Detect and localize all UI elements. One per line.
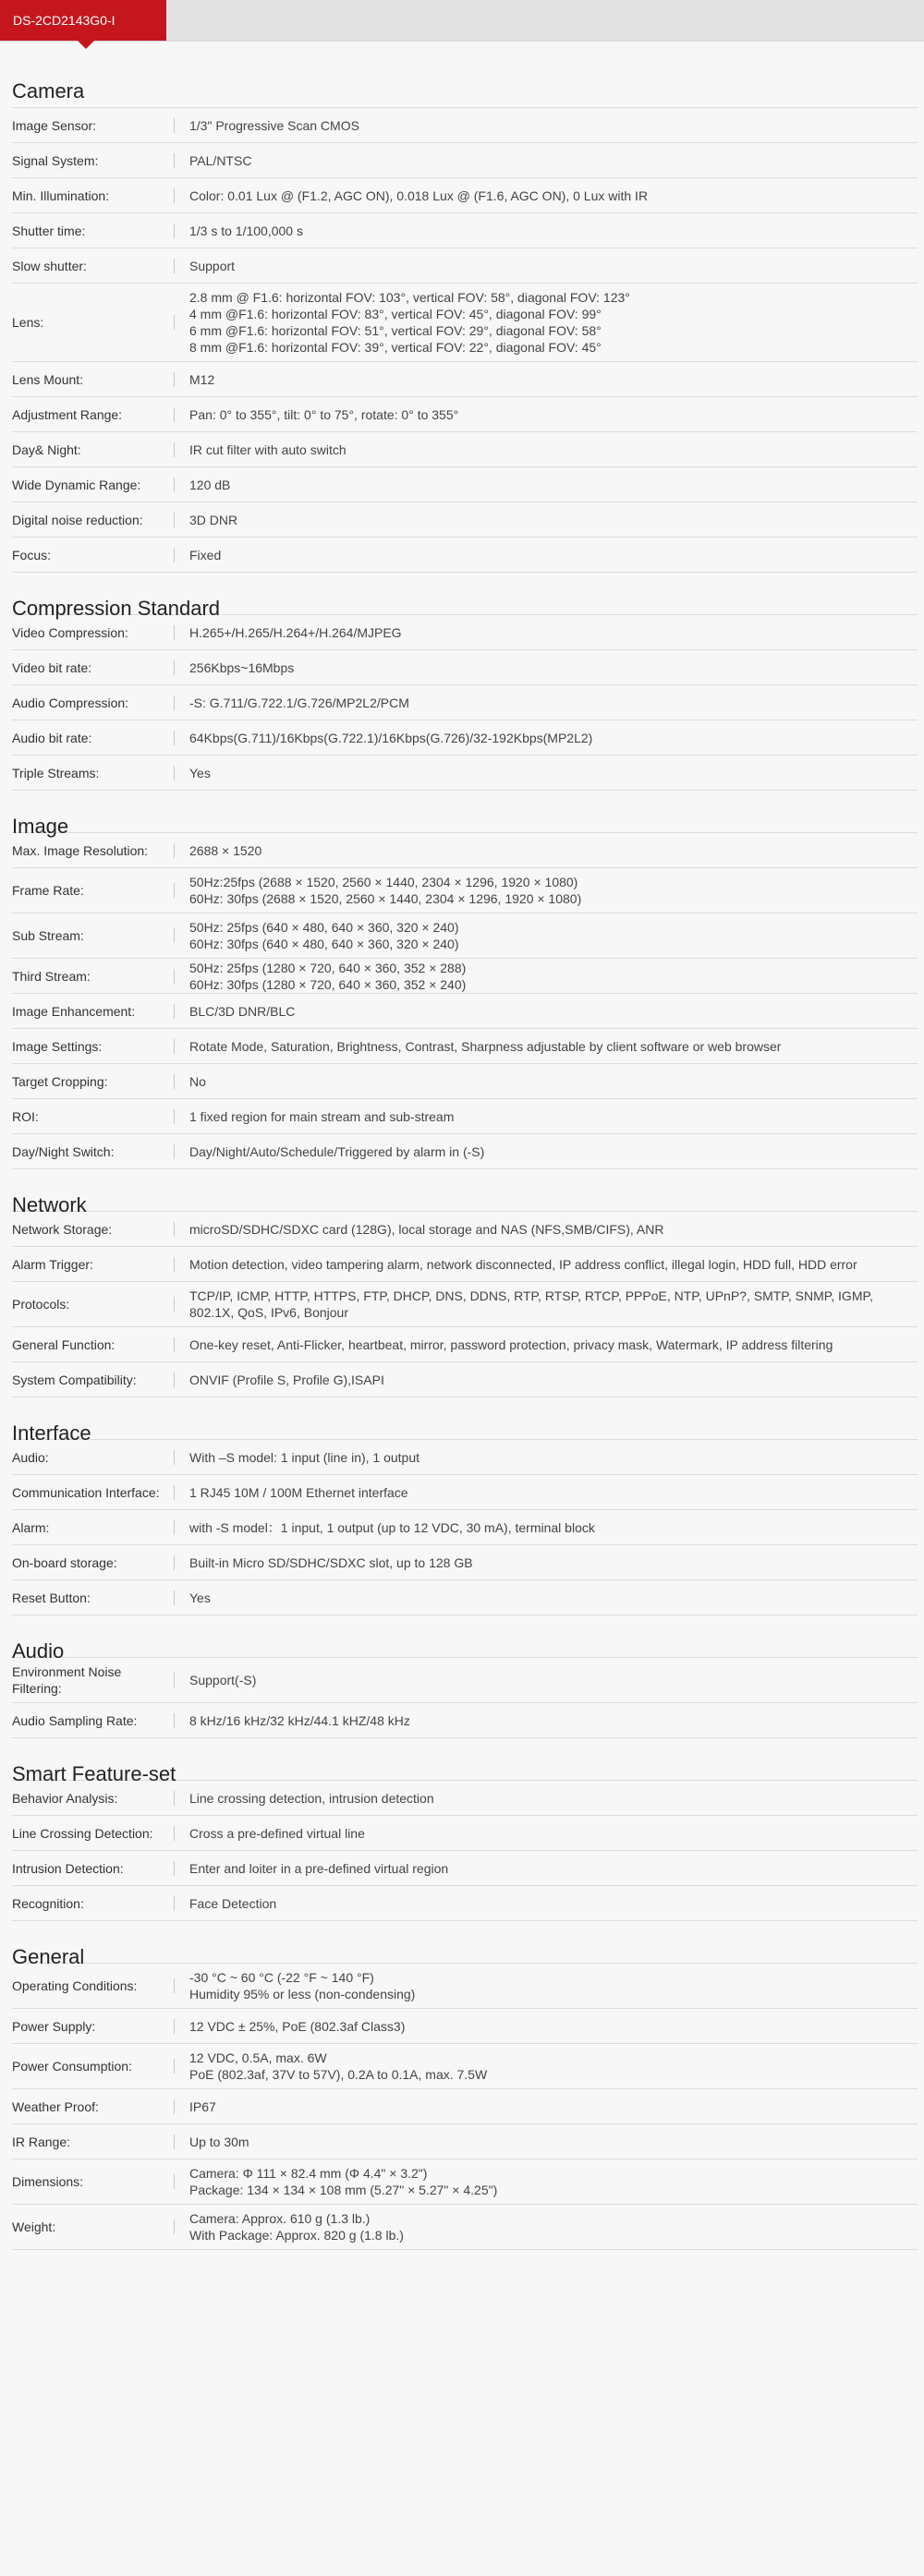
- spec-value: [189, 759, 918, 787]
- spec-value-line: M12: [189, 371, 215, 387]
- spec-label: Recognition:: [12, 1895, 84, 1911]
- spec-label: Power Consumption:: [12, 2059, 132, 2074]
- column-divider: [174, 118, 175, 133]
- spec-value: [189, 960, 918, 993]
- spec-label: Sub Stream:: [12, 928, 84, 943]
- spec-row: [12, 178, 918, 213]
- spec-label: On-board storage:: [12, 1554, 117, 1570]
- spec-section: [12, 1738, 918, 1921]
- spec-value: [189, 182, 918, 210]
- column-divider: [174, 224, 175, 238]
- spec-value-line: Package: 134 × 134 × 108 mm (5.27" × 5.27" × 4.25"): [189, 2183, 498, 2197]
- spec-value-line: PoE (802.3af, 37V to 57V), 0.2A to 0.1A, max. 7.5W: [189, 2067, 488, 2082]
- spec-row: [12, 467, 918, 502]
- model-tab-bar: [0, 0, 924, 42]
- column-divider: [174, 1590, 175, 1605]
- spec-row: [12, 432, 918, 467]
- spec-value-line: BLC/3D DNR/BLC: [189, 1003, 296, 1019]
- spec-label: Slow shutter:: [12, 258, 87, 273]
- spec-row: [12, 650, 918, 685]
- spec-row: [12, 397, 918, 432]
- spec-value: [189, 1138, 918, 1166]
- spec-label: System Compatibility:: [12, 1372, 137, 1387]
- column-divider: [174, 731, 175, 745]
- column-divider: [174, 1520, 175, 1535]
- column-divider: [174, 1450, 175, 1465]
- spec-value-line: Yes: [189, 1590, 211, 1605]
- spec-value: [189, 506, 918, 534]
- spec-row: [12, 1282, 918, 1327]
- spec-value: [189, 1033, 918, 1060]
- spec-value: [189, 471, 918, 499]
- spec-row: [12, 1099, 918, 1134]
- spec-label: Protocols:: [12, 1297, 70, 1312]
- spec-value-line: Support: [189, 258, 236, 273]
- spec-value: [189, 2093, 918, 2121]
- spec-value-line: 60Hz: 30fps (1280 × 720, 640 × 360, 352 × 240): [189, 976, 467, 992]
- spec-row: [12, 248, 918, 284]
- spec-label: Triple Streams:: [12, 765, 100, 780]
- spec-value-line: With –S model: 1 input (line in), 1 output: [189, 1449, 420, 1465]
- column-divider: [174, 928, 175, 943]
- spec-value: [189, 1666, 918, 1694]
- column-divider: [174, 315, 175, 330]
- column-divider: [174, 188, 175, 203]
- spec-row: [12, 1475, 918, 1510]
- column-divider: [174, 2059, 175, 2074]
- spec-value-line: Face Detection: [189, 1895, 277, 1911]
- spec-value-line: With Package: Approx. 820 g (1.8 lb.): [189, 2228, 404, 2243]
- spec-label: Audio Sampling Rate:: [12, 1712, 138, 1728]
- column-divider: [174, 1673, 175, 1687]
- spec-label: Lens Mount:: [12, 371, 84, 387]
- spec-label: ROI:: [12, 1108, 39, 1124]
- column-divider: [174, 2174, 175, 2189]
- spec-value-line: 50Hz: 25fps (1280 × 720, 640 × 360, 352 × 288): [189, 960, 467, 975]
- column-divider: [174, 407, 175, 422]
- spec-value-line: Up to 30m: [189, 2134, 249, 2149]
- spec-section: [12, 1397, 918, 1615]
- column-divider: [174, 660, 175, 675]
- spec-section: [12, 573, 918, 791]
- spec-row: [12, 1064, 918, 1099]
- spec-label: Alarm Trigger:: [12, 1256, 93, 1272]
- spec-value: [189, 366, 918, 393]
- spec-value-line: 64Kbps(G.711)/16Kbps(G.722.1)/16Kbps(G.726)/32-192Kbps(MP2L2): [189, 730, 593, 745]
- column-divider: [174, 372, 175, 387]
- column-divider: [174, 766, 175, 780]
- spec-label: Network Storage:: [12, 1221, 113, 1237]
- spec-label: Behavior Analysis:: [12, 1790, 118, 1806]
- spec-row: [12, 1964, 918, 2009]
- spec-value-line: H.265+/H.265/H.264+/H.264/MJPEG: [189, 624, 402, 640]
- spec-value: [189, 837, 918, 865]
- spec-value-line: Fixed: [189, 547, 222, 562]
- section-title: Audio: [12, 1615, 918, 1658]
- spec-label: Power Supply:: [12, 2018, 96, 2034]
- spec-value-line: 50Hz: 25fps (640 × 480, 640 × 360, 320 × 240): [189, 920, 459, 935]
- spec-value-line: 50Hz:25fps (2688 × 1520, 2560 × 1440, 2304 × 1296, 1920 × 1080): [189, 875, 578, 889]
- spec-value: [189, 1479, 918, 1506]
- section-title: Image: [12, 791, 918, 833]
- spec-label: Focus:: [12, 547, 52, 562]
- column-divider: [174, 548, 175, 562]
- spec-label: Video bit rate:: [12, 659, 92, 675]
- spec-value-line: No: [189, 1073, 206, 1089]
- spec-value: [189, 252, 918, 280]
- column-divider: [174, 2135, 175, 2149]
- spec-section: [12, 791, 918, 1169]
- tab-pointer-icon: [78, 41, 94, 49]
- spec-value: [189, 112, 918, 139]
- spec-value-line: 1 fixed region for main stream and sub-stream: [189, 1108, 455, 1124]
- spec-row: [12, 362, 918, 397]
- spec-value: [189, 1282, 918, 1326]
- spec-value: [189, 1215, 918, 1243]
- spec-value-line: Line crossing detection, intrusion detection: [189, 1790, 434, 1806]
- spec-value: [189, 217, 918, 245]
- spec-value-line: 8 mm @F1.6: horizontal FOV: 39°, vertical FOV: 22°, diagonal FOV: 45°: [189, 340, 602, 355]
- spec-value: [189, 1444, 918, 1471]
- spec-value-line: Support(-S): [189, 1673, 257, 1687]
- spec-label: Intrusion Detection:: [12, 1860, 124, 1876]
- spec-section: [12, 1615, 918, 1738]
- spec-value: [189, 2128, 918, 2156]
- column-divider: [174, 969, 175, 984]
- spec-value-line: IP67: [189, 2098, 216, 2114]
- column-divider: [174, 2019, 175, 2034]
- section-title: Smart Feature-set: [12, 1738, 918, 1781]
- spec-value: [189, 998, 918, 1025]
- spec-label: Wide Dynamic Range:: [12, 477, 141, 492]
- spec-value: [189, 541, 918, 569]
- spec-value: [189, 724, 918, 752]
- spec-value-line: 1/3" Progressive Scan CMOS: [189, 117, 359, 133]
- column-divider: [174, 883, 175, 898]
- spec-value: [189, 1890, 918, 1917]
- spec-value: [189, 1549, 918, 1577]
- column-divider: [174, 1826, 175, 1841]
- spec-value: [189, 2013, 918, 2040]
- spec-value: [189, 1707, 918, 1735]
- column-divider: [174, 2099, 175, 2114]
- spec-content: [0, 42, 924, 2250]
- spec-value: [189, 1820, 918, 1847]
- spec-label: Reset Button:: [12, 1590, 91, 1605]
- spec-label: Target Cropping:: [12, 1073, 108, 1089]
- spec-label: Operating Conditions:: [12, 1978, 138, 1993]
- spec-row: [12, 1781, 918, 1816]
- column-divider: [174, 1337, 175, 1352]
- column-divider: [174, 153, 175, 168]
- section-title: Network: [12, 1169, 918, 1212]
- spec-value-line: Yes: [189, 765, 211, 780]
- section-title: Camera: [12, 42, 918, 108]
- spec-row: [12, 1703, 918, 1738]
- spec-value-line: ONVIF (Profile S, Profile G),ISAPI: [189, 1372, 384, 1387]
- spec-row: [12, 685, 918, 720]
- column-divider: [174, 1257, 175, 1272]
- spec-value-line: Built-in Micro SD/SDHC/SDXC slot, up to 128 GB: [189, 1554, 473, 1570]
- spec-value: [189, 1964, 918, 2008]
- spec-value: [189, 1103, 918, 1131]
- spec-value: [189, 1514, 918, 1542]
- section-title: Interface: [12, 1397, 918, 1440]
- spec-value-line: Color: 0.01 Lux @ (F1.2, AGC ON), 0.018 Lux @ (F1.6, AGC ON), 0 Lux with IR: [189, 187, 649, 203]
- column-divider: [174, 513, 175, 527]
- spec-row: [12, 1580, 918, 1615]
- spec-section: [12, 1921, 918, 2250]
- spec-row: [12, 720, 918, 756]
- model-tab[interactable]: [0, 0, 166, 41]
- spec-value: [189, 913, 918, 958]
- spec-value-line: Day/Night/Auto/Schedule/Triggered by alarm in (-S): [189, 1143, 485, 1159]
- spec-value-line: 2688 × 1520: [189, 842, 262, 858]
- column-divider: [174, 843, 175, 858]
- spec-label: Communication Interface:: [12, 1484, 160, 1500]
- spec-value-line: 256Kbps~16Mbps: [189, 659, 295, 675]
- spec-label: Lens:: [12, 315, 44, 330]
- column-divider: [174, 1485, 175, 1500]
- column-divider: [174, 259, 175, 273]
- spec-row: [12, 1886, 918, 1921]
- spec-value-line: 6 mm @F1.6: horizontal FOV: 51°, vertical FOV: 29°, diagonal FOV: 58°: [189, 323, 602, 338]
- spec-label: General Function:: [12, 1336, 116, 1352]
- spec-value-line: Pan: 0° to 355°, tilt: 0° to 75°, rotate: 0° to 355°: [189, 406, 459, 422]
- spec-row: [12, 2159, 918, 2205]
- column-divider: [174, 625, 175, 640]
- spec-label: Digital noise reduction:: [12, 512, 143, 527]
- spec-row: [12, 615, 918, 650]
- column-divider: [174, 1074, 175, 1089]
- spec-value: [189, 284, 918, 361]
- spec-label: Third Stream:: [12, 968, 91, 984]
- spec-label: Frame Rate:: [12, 883, 84, 898]
- spec-value-line: -S: G.711/G.722.1/G.726/MP2L2/PCM: [189, 695, 409, 710]
- spec-row: [12, 1362, 918, 1397]
- spec-label: Image Enhancement:: [12, 1003, 136, 1019]
- spec-row: [12, 1658, 918, 1703]
- spec-value-line: 120 dB: [189, 477, 231, 492]
- spec-row: [12, 2124, 918, 2159]
- spec-row: [12, 1134, 918, 1169]
- spec-label: Weight:: [12, 2219, 56, 2234]
- spec-value-line: -30 °C ~ 60 °C (-22 °F ~ 140 °F): [189, 1970, 374, 1985]
- spec-value: [189, 1784, 918, 1812]
- column-divider: [174, 442, 175, 457]
- spec-label: Max. Image Resolution:: [12, 842, 149, 858]
- spec-value: [189, 619, 918, 647]
- spec-row: [12, 1212, 918, 1247]
- column-divider: [174, 1713, 175, 1728]
- model-name: DS-2CD2143G0-I: [13, 13, 116, 28]
- spec-value: [189, 2205, 918, 2249]
- spec-value-line: PAL/NTSC: [189, 152, 252, 168]
- spec-value: [189, 2044, 918, 2088]
- spec-label: Shutter time:: [12, 223, 86, 238]
- spec-value: [189, 1855, 918, 1882]
- column-divider: [174, 1861, 175, 1876]
- spec-value: [189, 436, 918, 464]
- spec-label: Video Compression:: [12, 624, 128, 640]
- spec-row: [12, 1851, 918, 1886]
- spec-label: Audio:: [12, 1449, 49, 1465]
- spec-label: Min. Illumination:: [12, 187, 110, 203]
- column-divider: [174, 2219, 175, 2234]
- column-divider: [174, 1144, 175, 1159]
- spec-row: [12, 913, 918, 959]
- spec-label: Image Settings:: [12, 1038, 103, 1054]
- spec-row: [12, 1029, 918, 1064]
- spec-row: [12, 959, 918, 994]
- spec-value-line: 1 RJ45 10M / 100M Ethernet interface: [189, 1484, 408, 1500]
- spec-value-line: Motion detection, video tampering alarm, network disconnected, IP address conflict, illegal login, HDD full, HDD error: [189, 1256, 857, 1272]
- spec-label: Day/Night Switch:: [12, 1143, 115, 1159]
- spec-row: [12, 1247, 918, 1282]
- spec-row: [12, 2205, 918, 2250]
- spec-label: Line Crossing Detection:: [12, 1825, 153, 1841]
- spec-row: [12, 1510, 918, 1545]
- section-title: General: [12, 1921, 918, 1964]
- column-divider: [174, 1109, 175, 1124]
- spec-row: [12, 108, 918, 143]
- spec-value: [189, 401, 918, 429]
- spec-label: Signal System:: [12, 152, 99, 168]
- spec-row: [12, 538, 918, 573]
- spec-value: [189, 2159, 918, 2204]
- column-divider: [174, 1297, 175, 1312]
- column-divider: [174, 1896, 175, 1911]
- spec-value-line: microSD/SDHC/SDXC card (128G), local storage and NAS (NFS,SMB/CIFS), ANR: [189, 1221, 664, 1237]
- column-divider: [174, 1222, 175, 1237]
- spec-value: [189, 1251, 918, 1278]
- spec-value: [189, 1068, 918, 1095]
- spec-value: [189, 147, 918, 175]
- spec-row: [12, 1327, 918, 1362]
- spec-label: Weather Proof:: [12, 2098, 99, 2114]
- spec-value-line: 12 VDC ± 25%, PoE (802.3af Class3): [189, 2018, 406, 2034]
- column-divider: [174, 1791, 175, 1806]
- spec-value-line: 8 kHz/16 kHz/32 kHz/44.1 kHZ/48 kHz: [189, 1712, 410, 1728]
- spec-value: [189, 1584, 918, 1612]
- spec-row: [12, 994, 918, 1029]
- spec-value-line: One-key reset, Anti-Flicker, heartbeat, mirror, password protection, privacy mask, Watermark, IP address filtering: [189, 1336, 833, 1352]
- spec-row: [12, 2089, 918, 2124]
- spec-label: Audio Compression:: [12, 695, 129, 710]
- spec-value-line: with -S model：1 input, 1 output (up to 12 VDC, 30 mA), terminal block: [189, 1519, 595, 1535]
- spec-label: Image Sensor:: [12, 117, 97, 133]
- column-divider: [174, 1373, 175, 1387]
- spec-row: [12, 2044, 918, 2089]
- spec-value-line: Enter and loiter in a pre-defined virtual region: [189, 1860, 449, 1876]
- column-divider: [174, 1978, 175, 1993]
- spec-value-line: 2.8 mm @ F1.6: horizontal FOV: 103°, vertical FOV: 58°, diagonal FOV: 123°: [189, 290, 630, 305]
- spec-value-line: Rotate Mode, Saturation, Brightness, Contrast, Sharpness adjustable by client software or web browser: [189, 1038, 782, 1054]
- spec-label: Dimensions:: [12, 2174, 84, 2189]
- spec-label: Adjustment Range:: [12, 406, 123, 422]
- spec-row: [12, 1816, 918, 1851]
- spec-value-line: IR cut filter with auto switch: [189, 441, 346, 457]
- spec-value-line: Humidity 95% or less (non-condensing): [189, 1987, 416, 2002]
- spec-value-line: 60Hz: 30fps (640 × 480, 640 × 360, 320 × 240): [189, 937, 459, 951]
- spec-section: [12, 42, 918, 573]
- spec-row: [12, 143, 918, 178]
- spec-section: [12, 1169, 918, 1397]
- spec-row: [12, 756, 918, 791]
- spec-row: [12, 833, 918, 868]
- spec-value-line: 1/3 s to 1/100,000 s: [189, 223, 303, 238]
- spec-label: Alarm:: [12, 1519, 50, 1535]
- column-divider: [174, 695, 175, 710]
- column-divider: [174, 1555, 175, 1570]
- spec-row: [12, 868, 918, 913]
- spec-label: Day& Night:: [12, 441, 81, 457]
- spec-value: [189, 1331, 918, 1359]
- spec-value: [189, 868, 918, 913]
- spec-row: [12, 1545, 918, 1580]
- spec-row: [12, 284, 918, 362]
- spec-row: [12, 2009, 918, 2044]
- spec-row: [12, 213, 918, 248]
- spec-row: [12, 1440, 918, 1475]
- spec-value-line: Cross a pre-defined virtual line: [189, 1825, 365, 1841]
- spec-value-line: Camera: Φ 111 × 82.4 mm (Φ 4.4" × 3.2"): [189, 2166, 428, 2181]
- spec-value-line: 4 mm @F1.6: horizontal FOV: 83°, vertical FOV: 45°, diagonal FOV: 99°: [189, 307, 602, 321]
- spec-value: [189, 689, 918, 717]
- spec-label: IR Range:: [12, 2134, 71, 2149]
- column-divider: [174, 1039, 175, 1054]
- spec-row: [12, 502, 918, 538]
- spec-value: [189, 654, 918, 682]
- spec-value-line: TCP/IP, ICMP, HTTP, HTTPS, FTP, DHCP, DNS, DDNS, RTP, RTSP, RTCP, PPPoE, NTP, UPnP?, SMTP, SNMP, IGMP, 802.1X, QoS, IPv6, Bonjour: [189, 1288, 873, 1320]
- column-divider: [174, 478, 175, 492]
- spec-value-line: Camera: Approx. 610 g (1.3 lb.): [189, 2211, 371, 2226]
- column-divider: [174, 1004, 175, 1019]
- spec-value-line: 3D DNR: [189, 512, 238, 527]
- spec-value-line: 12 VDC, 0.5A, max. 6W: [189, 2050, 327, 2065]
- spec-value: [189, 1366, 918, 1394]
- section-title: Compression Standard: [12, 573, 918, 615]
- spec-label: Environment Noise Filtering:: [12, 1664, 122, 1696]
- spec-value-line: 60Hz: 30fps (2688 × 1520, 2560 × 1440, 2304 × 1296, 1920 × 1080): [189, 891, 582, 906]
- spec-label: Audio bit rate:: [12, 730, 92, 745]
